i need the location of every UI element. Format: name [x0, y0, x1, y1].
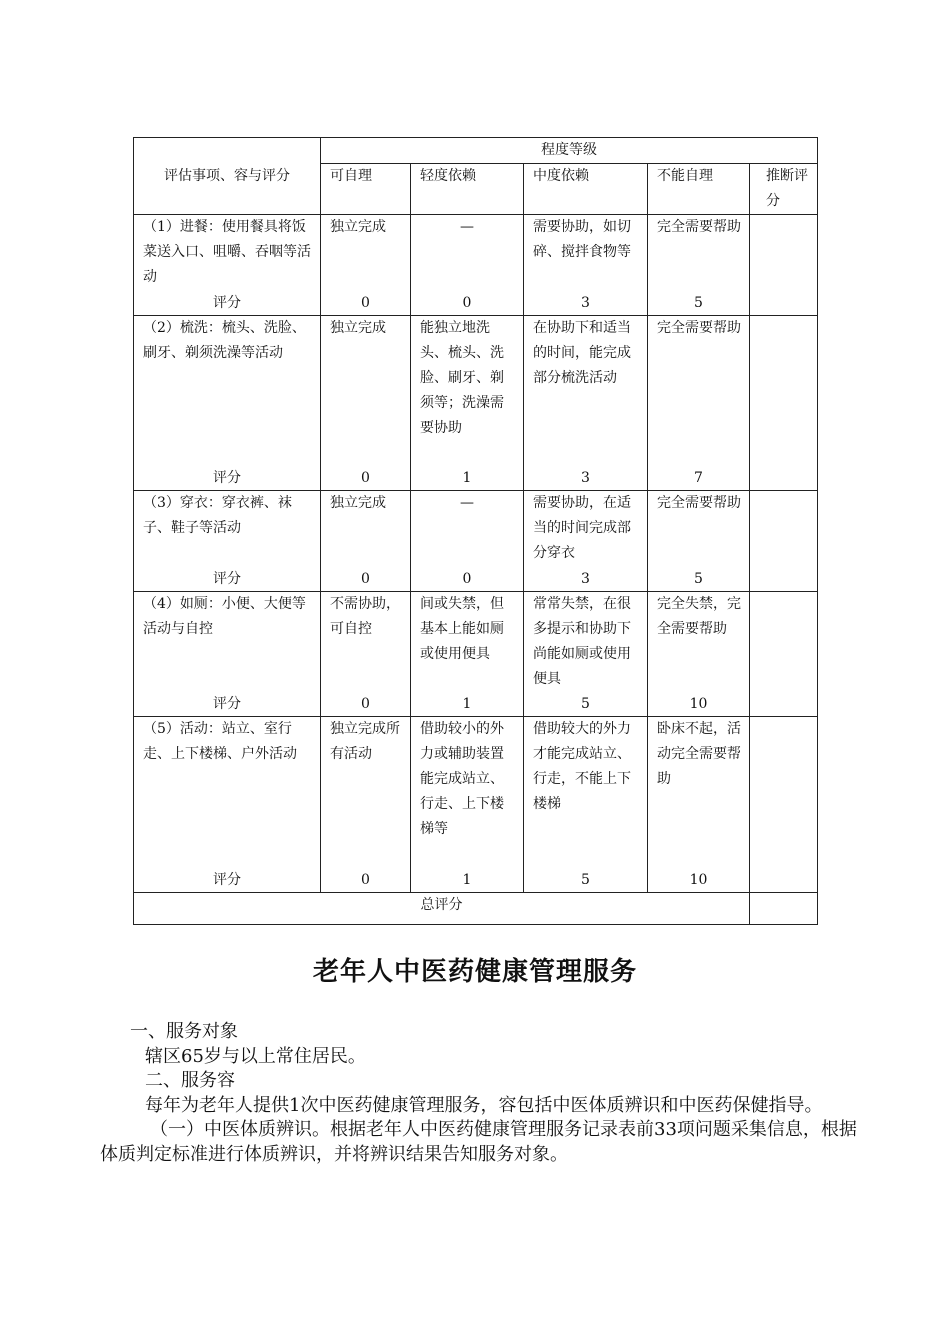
level-text: 完全需要帮助: [657, 495, 741, 511]
score-text: 10: [689, 696, 708, 712]
score-text: 3: [581, 294, 590, 311]
score-value: [411, 692, 524, 717]
level-cell: [524, 491, 648, 567]
paragraph-service-target: 辖区65岁与以上常住居民。: [145, 1045, 366, 1067]
score-value: [648, 466, 750, 491]
level-text: 独立完成所有活动: [330, 721, 400, 762]
item-text: （1）进餐：使用餐具将饭菜送入口、咀嚼、吞咽等活动: [143, 219, 311, 285]
item-description: [134, 315, 321, 466]
level-cell: [648, 215, 750, 291]
level-text: 卧床不起，活动完全需要帮助: [657, 721, 741, 787]
score-value: [411, 567, 524, 592]
score-value: [648, 692, 750, 717]
level-cell: [524, 215, 648, 291]
item-text: （4）如厕：小便、大便等活动与自控: [143, 595, 306, 637]
level-text: 借助较小的外力或辅助装置能完成站立、行走、上下楼梯等: [420, 721, 504, 837]
score-value: [321, 868, 411, 893]
level-cell: [411, 215, 524, 291]
score-text: 0: [361, 570, 370, 587]
level-text: 在协助下和适当的时间，能完成部分梳洗活动: [533, 319, 631, 386]
score-text: 0: [361, 696, 370, 712]
score-value: [411, 291, 524, 316]
level-cell: [411, 591, 524, 692]
total-label-cell: [134, 892, 750, 924]
column-header-label: 轻度依赖: [420, 168, 476, 184]
score-text: 0: [361, 871, 370, 888]
score-value: [524, 466, 648, 491]
table-row: [134, 215, 818, 291]
score-value: [321, 466, 411, 491]
score-text: 0: [361, 470, 370, 486]
score-label: [134, 692, 321, 717]
item-text: （3）穿衣：穿衣裤、袜子、鞋子等活动: [143, 495, 292, 536]
score-value: [524, 868, 648, 893]
level-cell: [411, 315, 524, 466]
level-cell: [321, 315, 411, 466]
header-group-cell: [321, 138, 818, 164]
score-value: [524, 567, 648, 592]
score-value: [524, 692, 648, 717]
level-cell: [411, 717, 524, 868]
level-text: 完全失禁，完全需要帮助: [657, 595, 741, 637]
score-value: [411, 868, 524, 893]
score-text: 0: [361, 294, 370, 311]
score-text: 5: [581, 871, 590, 888]
score-value: [321, 567, 411, 592]
score-value: [648, 291, 750, 316]
column-header-label: 中度依赖: [533, 168, 589, 184]
score-text: 0: [462, 294, 472, 311]
total-value-cell: [750, 892, 818, 924]
heading-service-target: 一、服务对象: [130, 1021, 238, 1042]
level-cell: [321, 491, 411, 567]
column-header: [648, 164, 750, 215]
level-cell: [321, 215, 411, 291]
score-label: [134, 868, 321, 893]
score-text: 5: [694, 294, 703, 311]
score-text: 10: [689, 871, 708, 888]
table-row: [134, 491, 818, 567]
level-cell: [648, 315, 750, 466]
heading-service-content: 二、服务容: [145, 1070, 235, 1091]
item-text: （5）活动：站立、室行走、上下楼梯、户外活动: [143, 721, 297, 762]
column-header-label: 可自理: [330, 168, 372, 184]
score-label: [134, 466, 321, 491]
header-item-cell: [134, 138, 321, 215]
level-text: 需要协助，如切碎、搅拌食物等: [533, 219, 631, 260]
header-group-label: 程度等级: [541, 142, 598, 158]
score-label-text: 评分: [213, 470, 241, 486]
inferred-score-cell: [750, 591, 818, 717]
level-text: 间或失禁，但基本上能如厕或使用便具: [420, 595, 504, 662]
inferred-score-cell: [750, 315, 818, 491]
level-cell: [411, 491, 524, 567]
level-text: —: [460, 219, 474, 235]
score-text: 3: [581, 470, 590, 486]
item-description: [134, 215, 321, 291]
level-cell: [524, 315, 648, 466]
adl-assessment-table: [133, 137, 818, 925]
item-description: [134, 717, 321, 868]
inferred-score-cell: [750, 491, 818, 592]
score-label: [134, 291, 321, 316]
score-row: [134, 567, 818, 592]
score-text: 1: [462, 871, 472, 888]
level-text: 完全需要帮助: [657, 219, 741, 235]
score-text: 5: [694, 570, 703, 587]
score-row: [134, 291, 818, 316]
table-row: [134, 315, 818, 466]
score-text: 3: [581, 570, 590, 587]
score-value: [524, 291, 648, 316]
score-label: [134, 567, 321, 592]
total-row: [134, 892, 818, 924]
level-cell: [524, 591, 648, 692]
level-text: 完全需要帮助: [657, 319, 741, 336]
score-label-text: 评分: [213, 871, 241, 888]
level-cell: [524, 717, 648, 868]
level-cell: [648, 491, 750, 567]
inferred-score-cell: [750, 215, 818, 316]
score-row: [134, 466, 818, 491]
score-text: 0: [462, 570, 472, 587]
level-text: 需要协助，在适当的时间完成部分穿衣: [533, 495, 631, 561]
column-header-label: 推断评分: [766, 168, 808, 209]
column-header: [750, 164, 818, 215]
score-text: 1: [462, 696, 472, 712]
column-header: [321, 164, 411, 215]
level-text: 借助较大的外力才能完成站立、行走，不能上下楼梯: [533, 721, 631, 812]
score-text: 1: [462, 470, 472, 486]
level-cell: [321, 717, 411, 868]
score-value: [648, 567, 750, 592]
level-text: 常常失禁，在很多提示和协助下尚能如厕或使用便具: [533, 595, 631, 687]
level-text: —: [460, 495, 474, 511]
paragraph-service-content: 每年为老年人提供1次中医药健康管理服务，容包括中医体质辨识和中医药保健指导。: [145, 1094, 823, 1116]
score-value: [411, 466, 524, 491]
level-text: 能独立地洗头、梳头、洗脸、刷牙、剃须等；洗澡需要协助: [420, 319, 504, 436]
level-cell: [648, 717, 750, 868]
score-label-text: 评分: [213, 696, 241, 712]
score-text: 5: [581, 696, 590, 712]
score-label-text: 评分: [213, 570, 241, 587]
level-text: 独立完成: [330, 219, 386, 235]
score-label-text: 评分: [213, 294, 241, 311]
column-header-label: 不能自理: [657, 168, 713, 184]
score-row: [134, 868, 818, 893]
inferred-score-cell: [750, 717, 818, 893]
column-header: [524, 164, 648, 215]
table-row: [134, 717, 818, 868]
score-value: [648, 868, 750, 893]
total-label: 总评分: [420, 896, 463, 913]
level-cell: [648, 591, 750, 692]
item-text: （2）梳洗：梳头、洗脸、刷牙、剃须洗澡等活动: [143, 319, 306, 361]
level-text: 独立完成: [330, 495, 386, 511]
section-title: 老年人中医药健康管理服务: [312, 957, 637, 987]
section-body: [100, 1020, 860, 1167]
level-text: 不需协助，可自控: [330, 595, 400, 637]
item-description: [134, 491, 321, 567]
item-description: [134, 591, 321, 692]
score-text: 7: [694, 470, 703, 486]
score-row: [134, 692, 818, 717]
score-value: [321, 692, 411, 717]
table-header-row-1: [134, 138, 818, 164]
level-cell: [321, 591, 411, 692]
level-text: 独立完成: [330, 319, 386, 336]
column-header: [411, 164, 524, 215]
paragraph-constitution-identification: （一）中医体质辨识。根据老年人中医药健康管理服务记录表前33项问题采集信息，根据体质判定标准进行体质辨识，并将辨识结果告知服务对象。: [100, 1119, 857, 1165]
score-value: [321, 291, 411, 316]
header-item-label: 评估事项、容与评分: [164, 167, 290, 184]
table-row: [134, 591, 818, 692]
